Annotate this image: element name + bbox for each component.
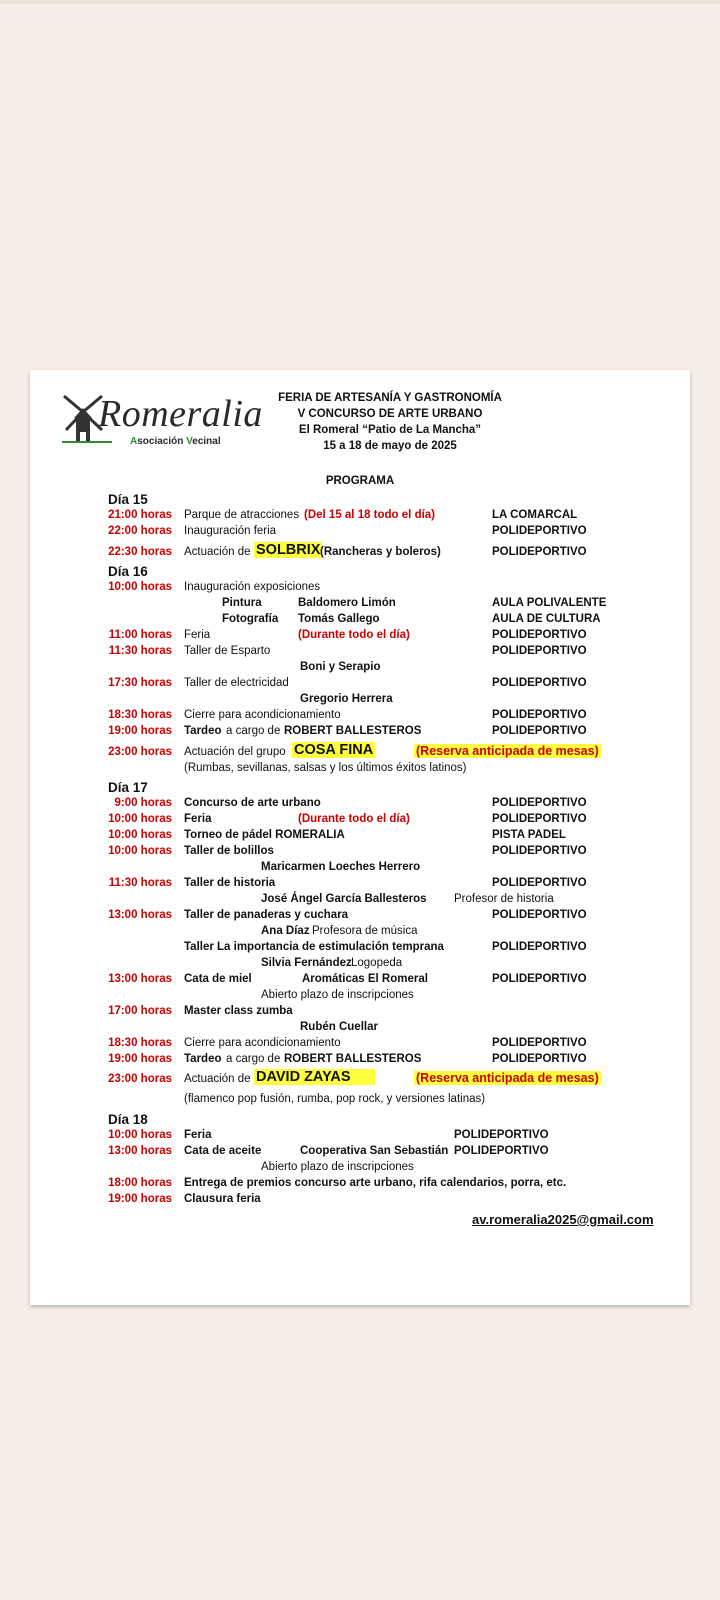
schedule-row: 10:00 horas Inauguración exposiciones	[108, 581, 321, 593]
schedule-row: 23:00 horas Actuación del grupo COSA FINA (Reserva anticipada de mesas)	[108, 742, 599, 758]
schedule-row: Rubén Cuellar	[300, 1021, 378, 1033]
schedule-row: 11:00 horas Feria (Durante todo el día) POLIDEPORTIVO	[108, 629, 587, 641]
schedule-row: Maricarmen Loeches Herrero	[261, 861, 421, 873]
schedule-row: 11:30 horas Taller de Esparto POLIDEPORTIVO	[108, 645, 587, 657]
schedule-row: (flamenco pop fusión, rumba, pop rock, y versiones latinas)	[184, 1093, 486, 1105]
schedule-row: 10:00 horas Feria (Durante todo el día) POLIDEPORTIVO	[108, 813, 587, 825]
schedule-row: 19:00 horas Tardeo a cargo de ROBERT BALLESTEROS POLIDEPORTIVO	[108, 1053, 587, 1065]
schedule-row: 17:00 horas Master class zumba	[108, 1005, 293, 1017]
artist-highlight: COSA FINA	[294, 742, 374, 758]
reservation-highlight: (Reserva anticipada de mesas)	[416, 744, 599, 758]
logo-brand: Romeralia	[98, 393, 263, 435]
artist-highlight: DAVID ZAYAS	[254, 1069, 375, 1085]
schedule-row: Fotografía Tomás Gallego AULA DE CULTURA	[222, 613, 601, 625]
schedule-row: 19:00 horas Tardeo a cargo de ROBERT BALLESTEROS POLIDEPORTIVO	[108, 725, 587, 737]
day-heading: Día 15	[108, 492, 148, 507]
schedule-row: Silvia Fernández Logopeda	[261, 957, 403, 969]
schedule-row: 18:00 horas Entrega de premios concurso arte urbano, rifa calendarios, porra, etc.	[108, 1177, 567, 1189]
logo-subtitle: Asociación Vecinal	[130, 436, 221, 447]
schedule-row: 13:00 horas Cata de miel Aromáticas El Romeral POLIDEPORTIVO	[108, 973, 587, 985]
artist-highlight: SOLBRIX	[256, 542, 321, 558]
schedule-row: José Ángel García Ballesteros Profesor de historia	[261, 893, 554, 905]
day-heading: Día 17	[108, 780, 148, 795]
schedule-row: 10:00 horas Torneo de pádel ROMERALIA PISTA PADEL	[108, 829, 566, 841]
top-bar	[0, 0, 720, 4]
schedule-row: (Rumbas, sevillanas, salsas y los últimos éxitos latinos)	[184, 762, 467, 774]
schedule-row: 21:00 horas Parque de atracciones (Del 15 al 18 todo el día) LA COMARCAL	[108, 509, 578, 521]
schedule-row: 17:30 horas Taller de electricidad POLIDEPORTIVO	[108, 677, 587, 689]
romeralia-logo	[62, 388, 263, 450]
schedule-row: Abierto plazo de inscripciones	[261, 989, 414, 1001]
day-heading: Día 16	[108, 564, 148, 579]
schedule-row: Taller La importancia de estimulación temprana POLIDEPORTIVO	[184, 941, 587, 953]
schedule-row: Pintura Baldomero Limón AULA POLIVALENTE	[222, 597, 607, 609]
schedule-row: 10:00 horas Taller de bolillos POLIDEPORTIVO	[108, 845, 587, 857]
header-line-4: 15 a 18 de mayo de 2025	[323, 440, 457, 452]
programa-title: PROGRAMA	[325, 475, 395, 487]
schedule-row: 19:00 horas Clausura feria	[108, 1193, 261, 1205]
schedule-row: 13:00 horas Cata de aceite Cooperativa San Sebastián POLIDEPORTIVO	[108, 1145, 549, 1157]
schedule-row: Abierto plazo de inscripciones	[261, 1161, 414, 1173]
event-header	[220, 390, 560, 454]
schedule-row: 13:00 horas Taller de panaderas y cuchara POLIDEPORTIVO	[108, 909, 587, 921]
schedule-row: Gregorio Herrera	[300, 693, 393, 705]
schedule-row: 22:30 horas Actuación de SOLBRIX (Rancheras y boleros) POLIDEPORTIVO	[108, 542, 587, 558]
program-flyer	[30, 370, 690, 1305]
schedule-row: 22:00 horas Inauguración feria POLIDEPORTIVO	[108, 525, 587, 537]
schedule-row: 23:00 horas Actuación de DAVID ZAYAS (Reserva anticipada de mesas)	[108, 1069, 599, 1085]
schedule-row: 11:30 horas Taller de historia POLIDEPORTIVO	[108, 877, 587, 889]
reservation-highlight: (Reserva anticipada de mesas)	[416, 1071, 599, 1085]
schedule-row: 9:00 horas Concurso de arte urbano POLIDEPORTIVO	[114, 797, 587, 809]
contact-email-link[interactable]: av.romeralia2025@gmail.com	[472, 1212, 654, 1227]
schedule-row: Ana Díaz Profesora de música	[261, 925, 418, 937]
day-heading: Día 18	[108, 1112, 148, 1127]
header-line-2: V CONCURSO DE ARTE URBANO	[297, 408, 483, 420]
schedule-row: Boni y Serapio	[300, 661, 381, 673]
header-line-3: El Romeral “Patio de La Mancha”	[298, 424, 482, 436]
schedule-row: 18:30 horas Cierre para acondicionamiento POLIDEPORTIVO	[108, 709, 587, 721]
schedule-row: 10:00 horas Feria POLIDEPORTIVO	[108, 1129, 549, 1141]
schedule-row: 18:30 horas Cierre para acondicionamiento POLIDEPORTIVO	[108, 1037, 587, 1049]
header-line-1: FERIA DE ARTESANÍA Y GASTRONOMÍA	[278, 392, 502, 404]
